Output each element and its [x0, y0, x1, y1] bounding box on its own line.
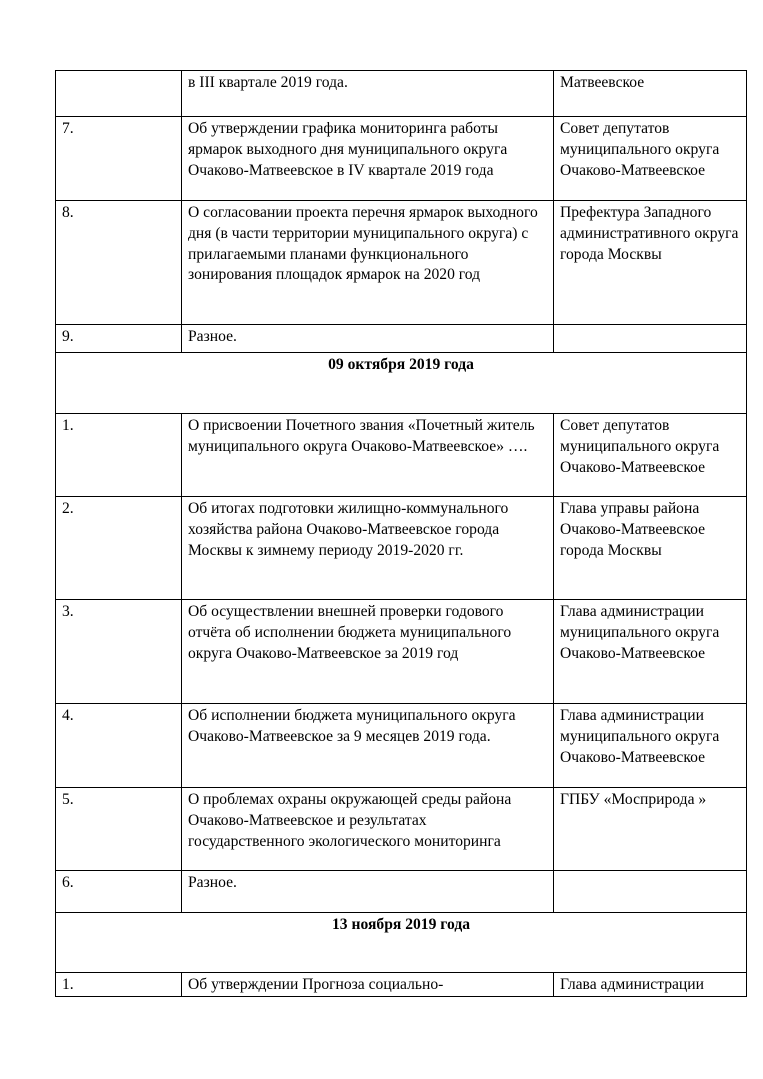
- item-responsible: Матвеевское: [554, 71, 747, 117]
- table-row: [56, 414, 747, 497]
- item-topic: О согласовании проекта перечня ярмарок выходного дня (в части территории муниципального округа) с прилагаемыми планами функционального зонирования площадок ярмарок на 2020 год: [182, 201, 554, 325]
- table-row: [56, 704, 747, 788]
- table-row: [56, 788, 747, 871]
- table-row: [56, 600, 747, 704]
- table-row: [56, 201, 747, 325]
- table-row: [56, 871, 747, 913]
- item-number: 6.: [56, 871, 182, 913]
- item-number: 1.: [56, 414, 182, 497]
- item-topic: О проблемах охраны окружающей среды района Очаково-Матвеевское и результатах государственного экологического мониторинга: [182, 788, 554, 871]
- item-topic: Разное.: [182, 871, 554, 913]
- table-row: [56, 497, 747, 600]
- item-number: 8.: [56, 201, 182, 325]
- item-responsible: [554, 871, 747, 913]
- section-date-heading: 13 ноября 2019 года: [56, 913, 747, 973]
- item-topic: Об утверждении Прогноза социально-: [182, 973, 554, 997]
- item-number: 7.: [56, 117, 182, 201]
- item-topic: в III квартале 2019 года.: [182, 71, 554, 117]
- item-responsible: Глава управы района Очаково-Матвеевское города Москвы: [554, 497, 747, 600]
- item-responsible: Совет депутатов муниципального округа Очаково-Матвеевское: [554, 414, 747, 497]
- section-date-heading: 09 октября 2019 года: [56, 353, 747, 414]
- item-responsible: Префектура Западного административного округа города Москвы: [554, 201, 747, 325]
- item-number: 4.: [56, 704, 182, 788]
- item-topic: Об итогах подготовки жилищно-коммунального хозяйства района Очаково-Матвеевское города Москвы к зимнему периоду 2019-2020 гг.: [182, 497, 554, 600]
- item-responsible: Глава администрации муниципального округа Очаково-Матвеевское: [554, 704, 747, 788]
- table-row: [56, 71, 747, 117]
- agenda-table: [55, 70, 747, 997]
- item-number: [56, 71, 182, 117]
- table-row: [56, 325, 747, 353]
- item-topic: О присвоении Почетного звания «Почетный житель муниципального округа Очаково-Матвеевское» ….: [182, 414, 554, 497]
- item-responsible: ГПБУ «Мосприрода »: [554, 788, 747, 871]
- item-topic: Об утверждении графика мониторинга работы ярмарок выходного дня муниципального округа Очаково-Матвеевское в IV квартале 2019 года: [182, 117, 554, 201]
- item-number: 5.: [56, 788, 182, 871]
- item-topic: Об осуществлении внешней проверки годового отчёта об исполнении бюджета муниципального округа Очаково-Матвеевское за 2019 год: [182, 600, 554, 704]
- item-number: 2.: [56, 497, 182, 600]
- item-responsible: Глава администрации: [554, 973, 747, 997]
- item-number: 3.: [56, 600, 182, 704]
- item-responsible: [554, 325, 747, 353]
- item-responsible: Совет депутатов муниципального округа Очаково-Матвеевское: [554, 117, 747, 201]
- item-topic: Об исполнении бюджета муниципального округа Очаково-Матвеевское за 9 месяцев 2019 года.: [182, 704, 554, 788]
- item-number: 1.: [56, 973, 182, 997]
- table-row: [56, 117, 747, 201]
- table-row: [56, 973, 747, 997]
- section-row: [56, 913, 747, 973]
- item-number: 9.: [56, 325, 182, 353]
- item-responsible: Глава администрации муниципального округа Очаково-Матвеевское: [554, 600, 747, 704]
- item-topic: Разное.: [182, 325, 554, 353]
- section-row: [56, 353, 747, 414]
